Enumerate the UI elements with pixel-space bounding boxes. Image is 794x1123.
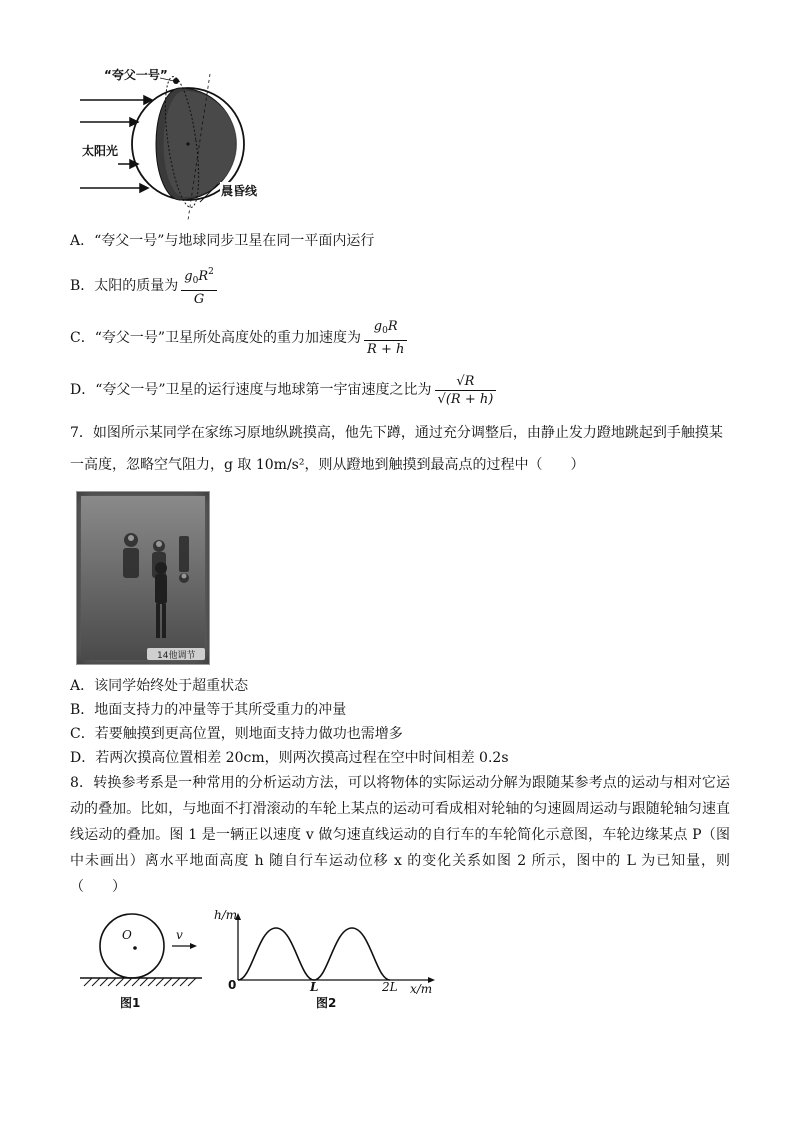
q8-figure-2 [214, 908, 444, 1018]
y-axis-label: h/m [214, 908, 238, 922]
satellite-label: “夸父一号” [104, 68, 168, 82]
x-axis-label: x/m [410, 982, 433, 996]
q6-option-b-denominator: G [193, 292, 205, 307]
q7-photo-svg [77, 492, 209, 664]
sunlight-label: 太阳光 [82, 144, 119, 158]
tick-label-2l: 2L [382, 980, 398, 994]
q6-option-b-numerator: $g_0R^2$ [181, 265, 217, 291]
terminator-label: 晨昏线 [221, 184, 258, 198]
velocity-label: v [176, 928, 183, 942]
q8-figure-1-svg [80, 908, 210, 1018]
q6-option-c [70, 318, 410, 358]
figure-2-caption: 图2 [316, 996, 337, 1010]
q6-option-c-numerator: $g_0R$ [364, 319, 407, 341]
q6-figure [70, 64, 275, 222]
q6-option-d-numerator: √R [435, 374, 497, 391]
q6-option-a: A．“夸父一号”与地球同步卫星在同一平面内运行 [70, 233, 375, 249]
q7-option-d: D．若两次摸高位置相差 20cm，则两次摸高过程在空中时间相差 0.2s [70, 750, 509, 766]
velocity-arrow [172, 943, 197, 949]
q7-stem-line1: 7．如图所示某同学在家练习原地纵跳摸高，他先下蹲，通过充分调整后，由静止发力蹬地跳起到手触摸某 [70, 425, 723, 441]
q6-option-b-text: B．太阳的质量为 [70, 278, 179, 294]
q6-option-d-fraction [435, 374, 497, 407]
q6-option-b-fraction [181, 265, 217, 307]
q7-option-c: C．若要触摸到更高位置，则地面支持力做功也需增多 [70, 726, 403, 742]
q6-option-c-denominator: R + h [367, 342, 405, 357]
q6-option-d-denominator: √(R + h) [437, 391, 494, 407]
q7-option-b: B．地面支持力的冲量等于其所受重力的冲量 [70, 702, 347, 718]
q7-photo [76, 491, 210, 665]
q7-photo-caption: 14他调节 [157, 651, 196, 661]
q8-figure-1 [80, 908, 210, 1018]
q7-stem-line2: 一高度，忽略空气阻力，g 取 10m/s²，则从蹬地到触摸到最高点的过程中（ ） [70, 457, 585, 473]
wheel-center-dot [133, 946, 137, 950]
q6-option-d-text: D．“夸父一号”卫星的运行速度与地球第一宇宙速度之比为 [70, 382, 432, 398]
q6-option-d [70, 368, 499, 412]
q7-option-a: A．该同学始终处于超重状态 [70, 678, 249, 694]
wheel-circle [100, 914, 164, 978]
figure-1-caption: 图1 [120, 996, 141, 1010]
q6-option-c-text: C．“夸父一号”卫星所处高度处的重力加速度为 [70, 330, 362, 346]
height-curve [238, 928, 390, 980]
q6-option-b [70, 266, 220, 306]
wheel-center-label: O [122, 928, 132, 942]
tick-label-l: L [310, 980, 319, 994]
q6-option-c-fraction [364, 319, 407, 357]
origin-label: 0 [228, 978, 237, 992]
ground-hatching [84, 978, 196, 986]
q8-stem: 8．转换参考系是一种常用的分析运动方法，可以将物体的实际运动分解为跟随某参考点的运动与相对它运动的叠加。比如，与地面不打滑滚动的车轮上某点的运动可看成相对轮轴的匀速圆周运动与跟随轮轴匀速直线运动的叠加。图 1 是一辆正以速度 v 做匀速直线运动的自行车的车轮简化示意图，车轮边缘某点 P（图中未画出）离水平地面高度 h 随自行车运动位移 x 的变化关系如图 2 所示，图中的 L 为已知量，则（ ） [70, 775, 730, 895]
